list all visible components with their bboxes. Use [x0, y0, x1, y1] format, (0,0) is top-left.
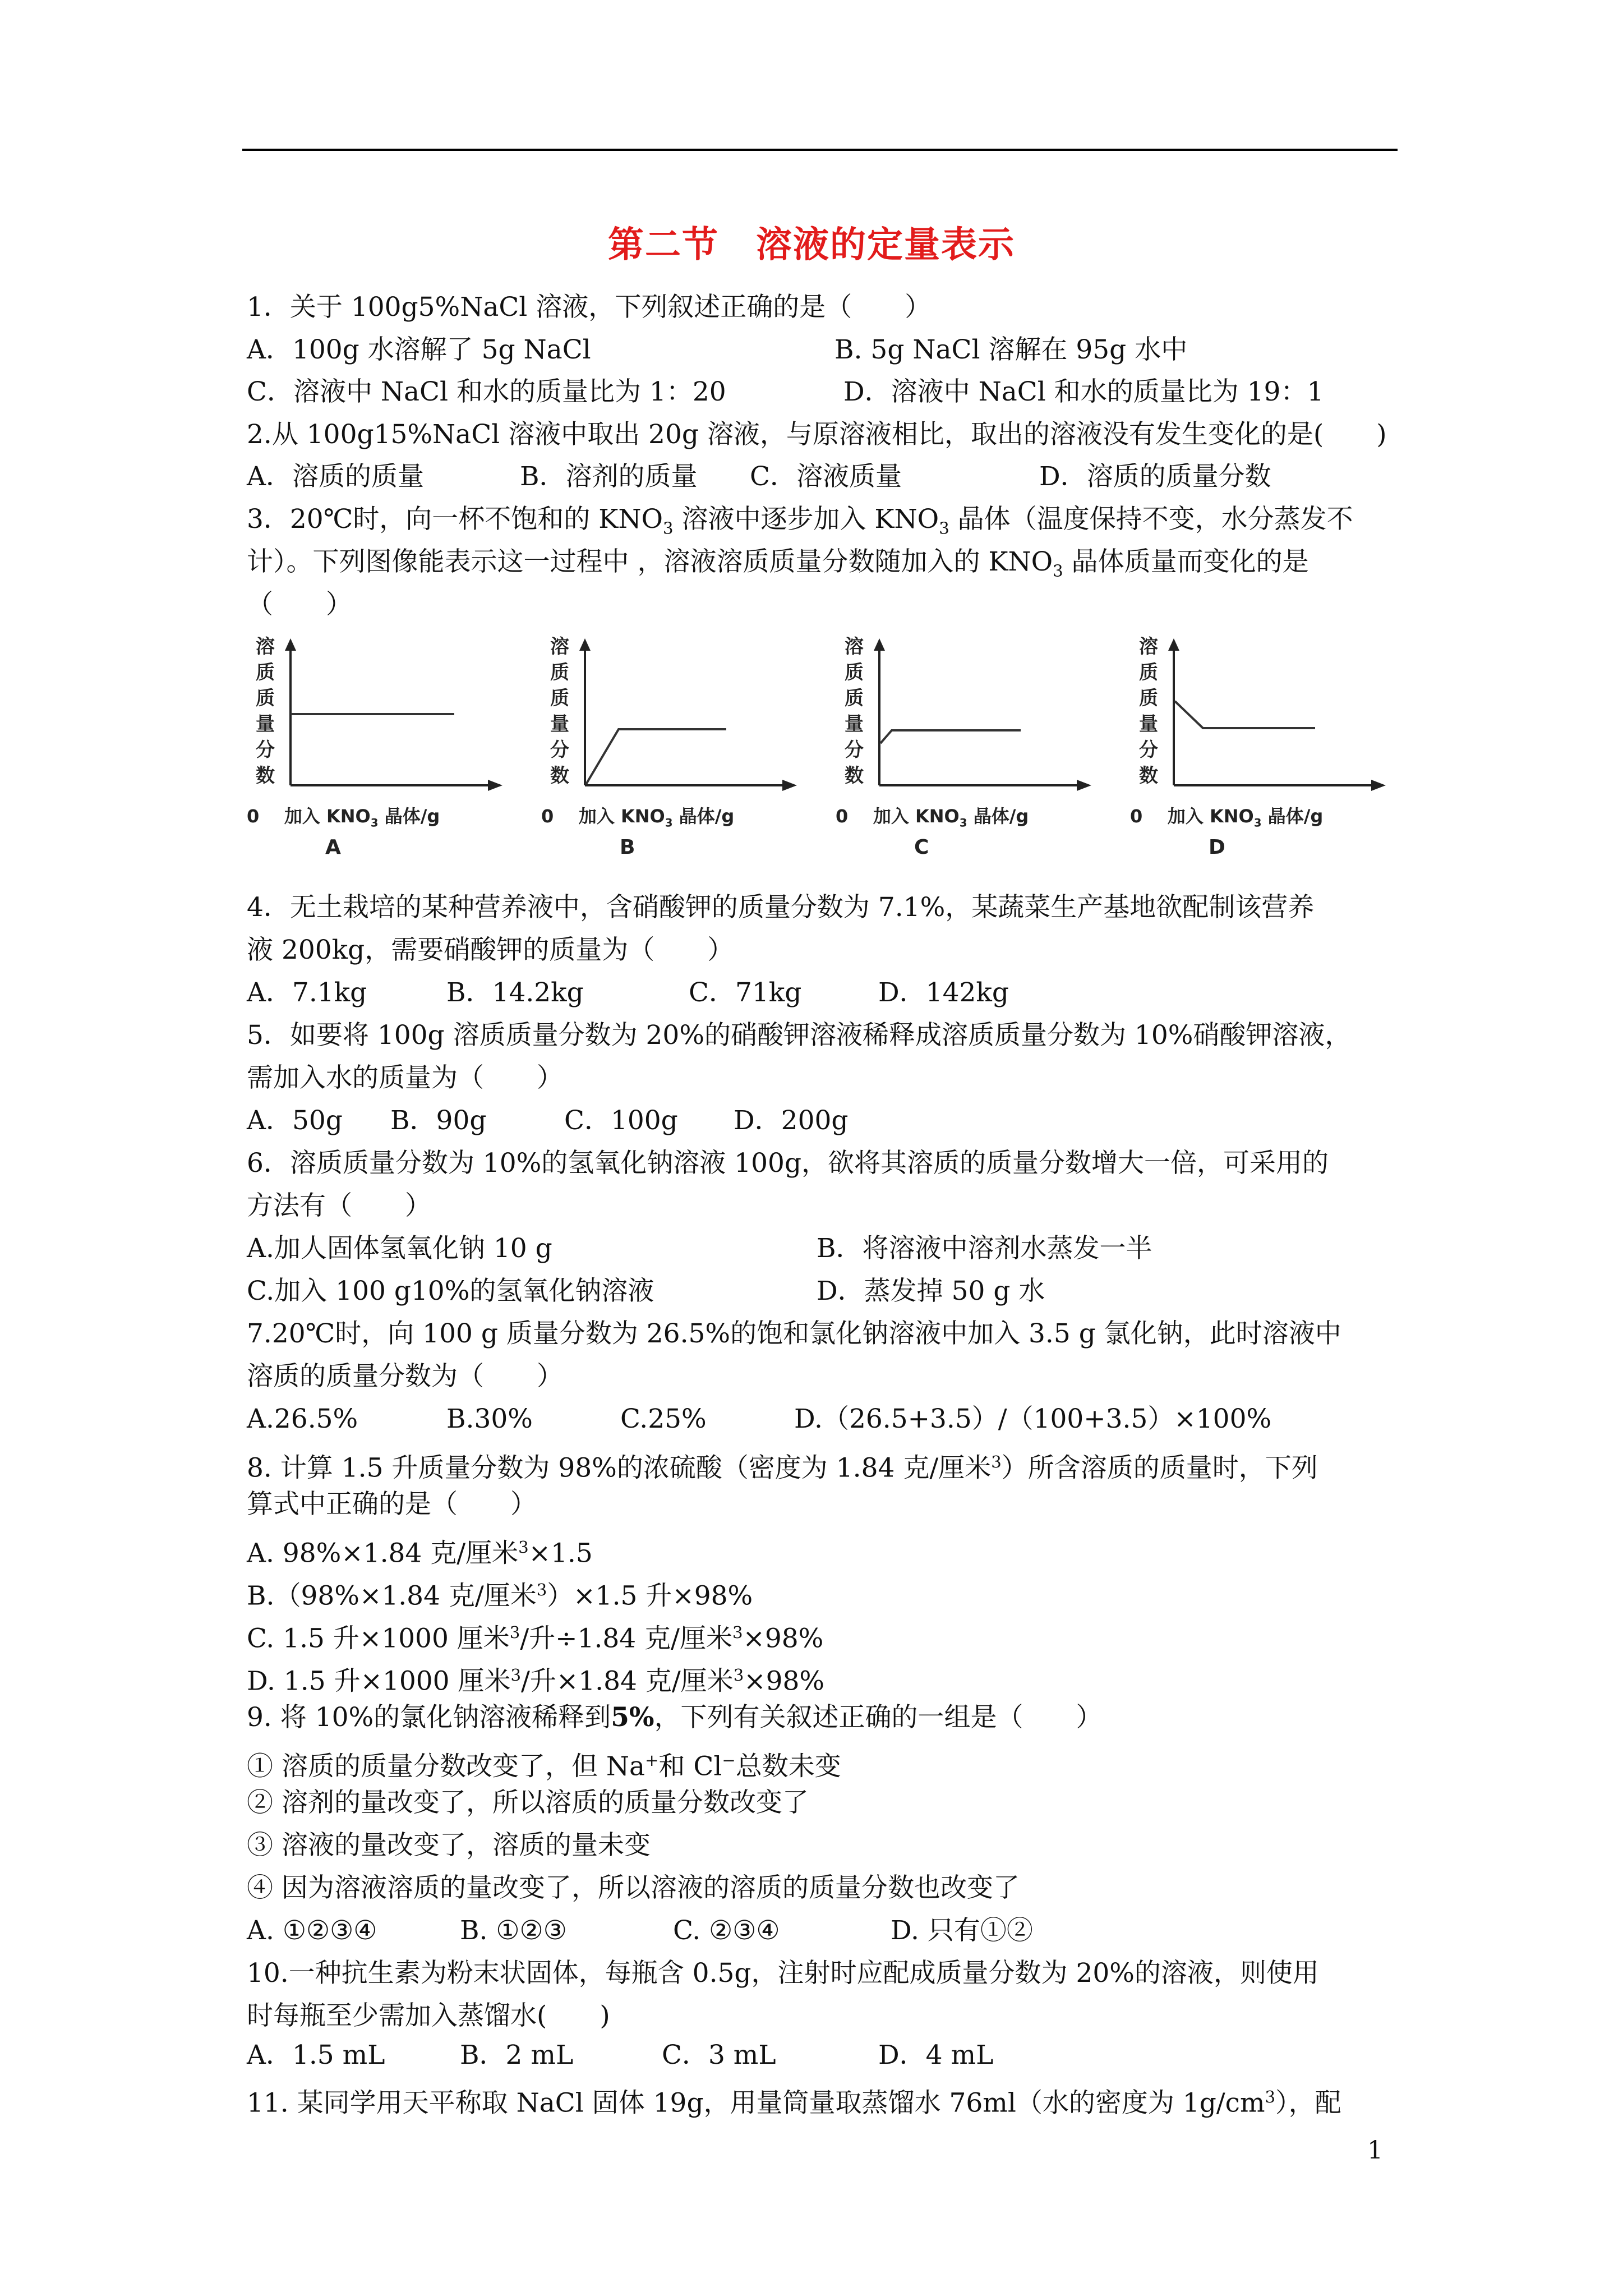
graph-b-label: B: [620, 836, 635, 859]
q8-option-a: A. 98%×1.84 克/厘米$^3$×1.5: [247, 1538, 593, 1569]
q5-option-d: D．200g: [734, 1105, 849, 1136]
q9-option-d: D. 只有①②: [891, 1915, 1033, 1946]
graph-d-x-arrow: [1371, 780, 1386, 791]
graph-d-ylabel: 溶 质 质 量 分 数: [1139, 636, 1158, 787]
graph-c-label: C: [914, 836, 929, 859]
graph-b-ylabel: 溶 质 质 量 分 数: [550, 636, 569, 787]
graph-a-x-arrow: [488, 780, 502, 791]
question-3-line-3: （ ）: [247, 589, 352, 620]
q7-option-d: D.（26.5+3.5）/（100+3.5）×100%: [794, 1404, 1272, 1434]
q10-option-c: C．3 mL: [662, 2040, 776, 2070]
graph-d-y-arrow: [1168, 638, 1179, 651]
q9-item-4: ④ 因为溶液溶质的量改变了，所以溶液的溶质的质量分数也改变了: [247, 1872, 1020, 1903]
question-10-line-2: 时每瓶至少需加入蒸馏水( ): [247, 2000, 610, 2031]
q2-option-b: B．溶剂的质量: [520, 461, 698, 492]
question-6-line-1: 6．溶质质量分数为 10%的氢氧化钠溶液 100g，欲将其溶质的质量分数增大一倍，可采用的: [247, 1148, 1329, 1179]
header-rule: [242, 149, 1398, 151]
q2-option-a: A．溶质的质量: [247, 461, 424, 492]
q7-option-c: C.25%: [620, 1404, 707, 1434]
q8-option-d: D. 1.5 升×1000 厘米$^3$/升×1.84 克/厘米$^3$×98%: [247, 1665, 825, 1697]
q4-option-c: C．71kg: [689, 977, 802, 1008]
q5-option-b: B．90g: [390, 1105, 487, 1136]
graph-a-xlabel: 0 加入 $KNO_3$ 晶体/g: [247, 806, 440, 830]
graph-d-label: D: [1209, 836, 1225, 859]
graph-d-xlabel: 0 加入 $KNO_3$ 晶体/g: [1130, 806, 1324, 830]
q1-option-a: A．100g 水溶解了 5g NaCl: [247, 334, 591, 365]
q8-option-b: B.（98%×1.84 克/厘米$^3$）×1.5 升×98%: [247, 1580, 753, 1612]
graph-b-plot: [541, 634, 799, 802]
question-5-line-2: 需加入水的质量为（ ）: [247, 1062, 563, 1093]
q6-option-c: C.加入 100 g10%的氢氧化钠溶液: [247, 1276, 654, 1306]
q5-option-a: A．50g: [247, 1105, 343, 1136]
question-8-line-1: 8. 计算 1.5 升质量分数为 98%的浓硫酸（密度为 1.84 克/厘米$^3$）所含溶质的质量时，下列: [247, 1452, 1318, 1484]
q10-option-b: B．2 mL: [460, 2040, 574, 2070]
q1-option-d: D．溶液中 NaCl 和水的质量比为 19：1: [843, 376, 1324, 407]
graph-b-xlabel: 0 加入 $KNO_3$ 晶体/g: [541, 806, 735, 830]
graph-c-xlabel: 0 加入 $KNO_3$ 晶体/g: [836, 806, 1029, 830]
graph-b-curve: [586, 729, 726, 784]
q2-option-c: C．溶液质量: [750, 461, 902, 492]
graph-a-label: A: [325, 836, 341, 859]
question-7-line-1: 7.20℃时，向 100 g 质量分数为 26.5%的饱和氯化钠溶液中加入 3.5 g 氯化钠，此时溶液中: [247, 1318, 1341, 1349]
question-8-line-2: 算式中正确的是（ ）: [247, 1489, 537, 1520]
graph-a: [247, 634, 505, 869]
q9-option-c: C. ②③④: [673, 1915, 780, 1946]
q4-option-a: A．7.1kg: [247, 977, 367, 1008]
q9-item-1: ① 溶质的质量分数改变了，但 Na+和 Cl−总数未变: [247, 1751, 841, 1782]
question-1-stem: 1．关于 100g5%NaCl 溶液，下列叙述正确的是（ ）: [247, 292, 932, 323]
q9-option-b: B. ①②③: [460, 1915, 567, 1946]
graph-b-y-arrow: [579, 638, 591, 651]
q10-option-d: D．4 mL: [878, 2040, 994, 2070]
graph-a-ylabel: 溶 质 质 量 分 数: [256, 636, 275, 787]
q1-option-c: C．溶液中 NaCl 和水的质量比为 1：20: [247, 376, 726, 407]
question-5-line-1: 5．如要将 100g 溶质质量分数为 20%的硝酸钾溶液稀释成溶质质量分数为 10%硝酸钾溶液，: [247, 1020, 1352, 1051]
question-9-stem: 9. 将 10%的氯化钠溶液稀释到5%，下列有关叙述正确的一组是（ ）: [247, 1702, 1103, 1733]
q9-item-2: ② 溶剂的量改变了，所以溶质的质量分数改变了: [247, 1787, 809, 1818]
question-11-line-1: 11. 某同学用天平称取 NaCl 固体 19g，用量筒量取蒸馏水 76ml（水的密度为 $1g/cm^3$），配: [247, 2087, 1341, 2119]
q9-option-a: A. ①②③④: [247, 1915, 377, 1946]
question-2-stem: 2.从 100g15%NaCl 溶液中取出 20g 溶液，与原溶液相比，取出的溶液没有发生变化的是( ): [247, 419, 1387, 450]
question-4-line-1: 4．无土栽培的某种营养液中，含硝酸钾的质量分数为 7.1%，某蔬菜生产基地欲配制该营养: [247, 892, 1315, 923]
graph-c-x-arrow: [1077, 780, 1091, 791]
page-number: 1: [1367, 2136, 1383, 2165]
graph-c-ylabel: 溶 质 质 量 分 数: [845, 636, 864, 787]
graph-c-y-arrow: [874, 638, 885, 651]
question-3-line-1: 3．20℃时，向一杯不饱和的 $KNO_3$ 溶液中逐步加入 $KNO_3$ 晶体（温度保持不变，水分蒸发不: [247, 504, 1353, 538]
q7-option-a: A.26.5%: [247, 1404, 358, 1434]
q7-option-b: B.30%: [446, 1404, 533, 1434]
question-10-line-1: 10.一种抗生素为粉末状固体，每瓶含 0.5g，注射时应配成质量分数为 20%的溶液，则使用: [247, 1958, 1319, 1989]
q8-option-c: C. 1.5 升×1000 厘米$^3$/升÷1.84 克/厘米$^3$×98%: [247, 1623, 824, 1654]
graph-d-curve: [1175, 701, 1315, 728]
q4-option-b: B．14.2kg: [446, 977, 584, 1008]
question-7-line-2: 溶质的质量分数为（ ）: [247, 1361, 563, 1392]
q6-option-d: D．蒸发掉 50 g 水: [817, 1276, 1045, 1306]
q9-item-3: ③ 溶液的量改变了，溶质的量未变: [247, 1830, 651, 1861]
q6-option-a: A.加人固体氢氧化钠 10 g: [247, 1233, 552, 1264]
graph-a-plot: [247, 634, 505, 802]
graph-b-x-arrow: [782, 780, 797, 791]
graph-c-plot: [836, 634, 1094, 802]
question-4-line-2: 液 200kg，需要硝酸钾的质量为（ ）: [247, 935, 734, 965]
q6-option-b: B．将溶液中溶剂水蒸发一半: [817, 1233, 1152, 1264]
graph-b: [541, 634, 799, 869]
q2-option-d: D．溶质的质量分数: [1039, 461, 1271, 492]
page-title: 第二节 溶液的定量表示: [608, 224, 1015, 266]
graph-c: [836, 634, 1094, 869]
q4-option-d: D．142kg: [878, 977, 1009, 1008]
graph-d-plot: [1130, 634, 1388, 802]
q1-option-b: B. 5g NaCl 溶解在 95g 水中: [834, 334, 1188, 365]
q10-option-a: A．1.5 mL: [247, 2040, 385, 2070]
graph-d: [1130, 634, 1388, 869]
graph-a-y-arrow: [285, 638, 296, 651]
q5-option-c: C．100g: [564, 1105, 678, 1136]
question-3-line-2: 计）。下列图像能表示这一过程中 ，溶液溶质质量分数随加入的 $KNO_3$ 晶体质量而变化的是: [247, 546, 1309, 581]
graph-c-curve: [880, 730, 1021, 743]
question-6-line-2: 方法有（ ）: [247, 1190, 431, 1221]
